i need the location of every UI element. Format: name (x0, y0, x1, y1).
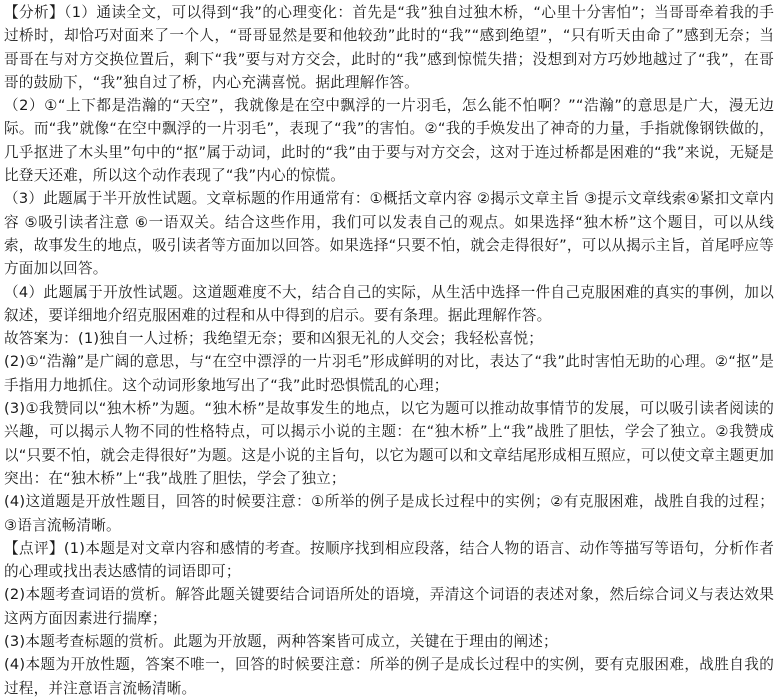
analysis-paragraph-4: （4）此题属于开放性试题。这道题难度不大，结合自己的实际，从生活中选择一件自己克服困难的真实的事例，加以叙述，要详细地介绍克服困难的过程和从中得到的启示。要有条理。据此理解作答。 (4, 283, 774, 324)
answer-paragraph-1: 故答案为：(1)独自一人过桥；我绝望无奈；要和凶狠无礼的人交会；我轻松喜悦； (4, 330, 544, 348)
comment-paragraph-2: (2)本题考查词语的赏析。解答此题关键要结合词语所处的语境，弄清这个词语的表述对象，然后综合词义与表达效果这两方面因素进行揣摩； (4, 586, 774, 627)
comment-paragraph-3: (3)本题考查标题的赏析。此题为开放题，两种答案皆可成立，关键在于理由的阐述； (4, 633, 558, 651)
answer-paragraph-3: (3)①我赞同以“独木桥”为题。“独木桥”是故事发生的地点，以它为题可以推动故事情节的发展，可以吸引读者阅读的兴趣，可以揭示人物不同的性格特点，可以揭示小说的主题：在“独木桥”上“我”战胜了胆怯，学会了独立。②我赞成以“只要不怕，就会走得很好”为题。这是小说的主旨句，以它为题可以和文章结尾形成相互照应，可以使文章主题更加突出：在“独木桥”上“我”战胜了胆怯，学会了独立； (4, 400, 775, 487)
analysis-paragraph-1: 【分析】（1）通读全文，可以得到“我”的心理变化：首先是“我”独自过独木桥，“心里十分害怕”；当哥哥牵着我的手过桥时，却恰巧对面来了一个人，“哥哥显然是要和他较劲”此时的“我”“感到绝望”，“只有听天由命了”感到无奈；当哥哥在与对方交换位置后，剩下“我”要与对方交会，此时的“我”感到惊慌失措；没想到对方巧妙地越过了“我”，在哥哥的鼓励下，“我”独自过了桥，内心充满喜悦。据此理解作答。 (4, 4, 774, 91)
comment-paragraph-1: 【点评】(1)本题是对文章内容和感情的考查。按顺序找到相应段落，结合人物的语言、动作等描写等语句，分析作者的心理或找出表达感情的词语即可； (4, 539, 774, 581)
analysis-paragraph-2: （2）①“上下都是浩瀚的“天空”，我就像是在空中飘浮的一片羽毛，怎么能不怕啊？”“浩瀚”的意思是广大，漫无边际。而“我”就像“在空中飘浮的一片羽毛”，表现了“我”的害怕。②“我的手焕发出了神奇的力量，手指就像钢铁做的，几乎抠进了木头里”句中的“抠”属于动词，此时的“我”由于要与对方交会，这对于连过桥都是困难的“我”来说，无疑是比登天还难，所以这个动作表现了“我”内心的惊慌。 (4, 97, 774, 185)
answer-paragraph-4: (4)这道题是开放性题目，回答的时候要注意：①所举的例子是成长过程中的实例；②有克服困难，战胜自我的过程；③语言流畅清晰。 (4, 493, 774, 534)
analysis-paragraph-3: （3）此题属于半开放性试题。文章标题的作用通常有：①概括文章内容 ②揭示文章主旨 ③提示文章线索④紧扣文章内容 ⑤吸引读者注意 ⑥一语双关。结合这些作用，我们可以发表自己的观点。如果选择“独木桥”这个题目，可以从线索，故事发生的地点，吸引读者等方面加以回答。如果选择“只要不怕，就会走得很好”，可以从揭示主旨，首尾呼应等方面加以回答。 (4, 190, 775, 278)
answer-paragraph-2: (2)①“浩瀚”是广阔的意思，与“在空中漂浮的一片羽毛”形成鲜明的对比，表达了“我”此时害怕无助的心理。②“抠”是手指用力地抓住。这个动词形象地写出了“我”此时恐惧慌乱的心理； (4, 353, 774, 394)
comment-paragraph-4: (4)本题为开放性题，答案不唯一，回答的时候要注意：所举的例子是成长过程中的实例，要有克服困难，战胜自我的过程，并注意语言流畅清晰。 (4, 656, 774, 697)
